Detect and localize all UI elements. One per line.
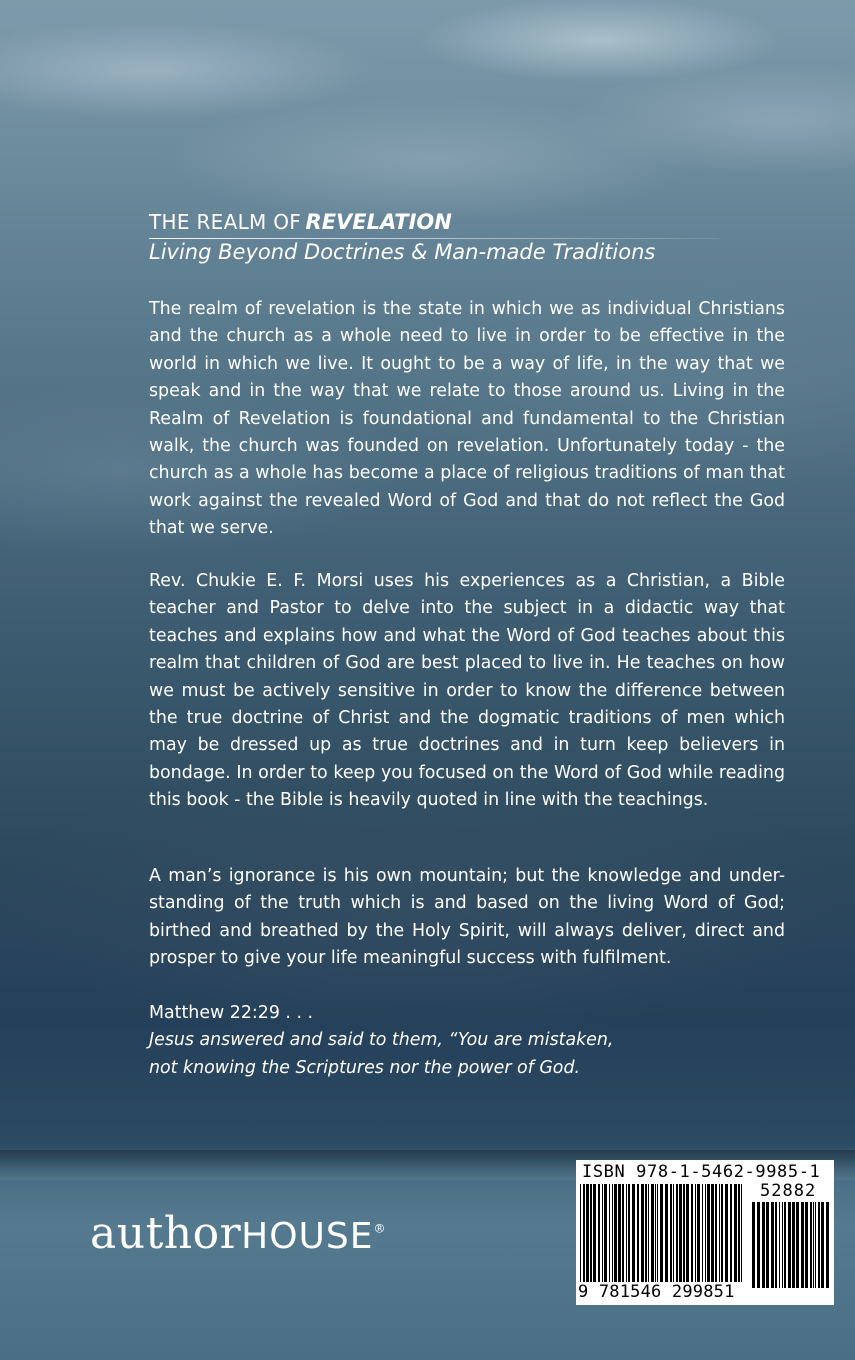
- title-prefix: THE REALM OF: [149, 210, 302, 234]
- logo-author: author: [90, 1208, 242, 1259]
- logo-house: HOUSE: [241, 1216, 374, 1257]
- title-divider: [149, 238, 719, 239]
- book-subtitle: Living Beyond Doctrines & Man-made Traditions: [149, 240, 656, 264]
- isbn-barcode: [576, 1160, 834, 1305]
- ean-bars: [580, 1184, 744, 1286]
- blurb-paragraph-1: The realm of revelation is the state in which we as individual Christians and the church as a whole need to live in order to be effective in the world in which we live. It ought to be a way of life, in the way that we speak and in the way that we relate to those around us. Living in the Realm of Revelation is foundational and fundamental to the Christian walk, the church was founded on revelation. Unfortunately today - the church as a whole has become a place of religious traditions of man that work against the revealed Word of God and that do not reflect the God that we serve.: [149, 299, 785, 539]
- addon-bars: [752, 1202, 830, 1288]
- blurb-paragraph-2: Rev. Chukie E. F. Morsi uses his experiences as a Christian, a Bible teacher and Pastor to delve into the subject in a didactic way that teaches and explains how and what the Word of God teaches about this realm that children of God are best placed to live in. He teaches on how we must be actively sensitive in order to know the difference between the true doctrine of Christ and the dogmatic traditions of men which may be dressed up as true doctrines and in turn keep believers in bondage. In order to keep you focused on the Word of God while reading this book - the Bible is heavily quoted in line with the teachings.: [149, 571, 785, 811]
- verse-line-1: Jesus answered and said to them, “You are mistaken,: [149, 1030, 614, 1051]
- scripture-quote: [149, 1000, 785, 1082]
- blurb-paragraph-3: A man’s ignorance is his own mountain; but the knowledge and under-standing of the truth which is and based on the living Word of God; birthed and breathed by the Holy Spirit, will always deliver, direct and prosper to give your life meaningful success with fulfilment.: [149, 866, 785, 969]
- publisher-logo: [90, 1208, 386, 1259]
- isbn-label: ISBN 978-1-5462-9985-1: [582, 1162, 821, 1182]
- ean-digits: 9 781546 299851: [578, 1282, 746, 1302]
- verse-line-2: not knowing the Scriptures nor the power of God.: [149, 1057, 581, 1078]
- book-title: [149, 210, 452, 234]
- title-emphasis: REVELATION: [305, 210, 452, 234]
- registered-mark: ®: [373, 1221, 386, 1236]
- verse-reference: Matthew 22:29 . . .: [149, 1003, 314, 1023]
- addon-digits: 52882: [760, 1181, 817, 1201]
